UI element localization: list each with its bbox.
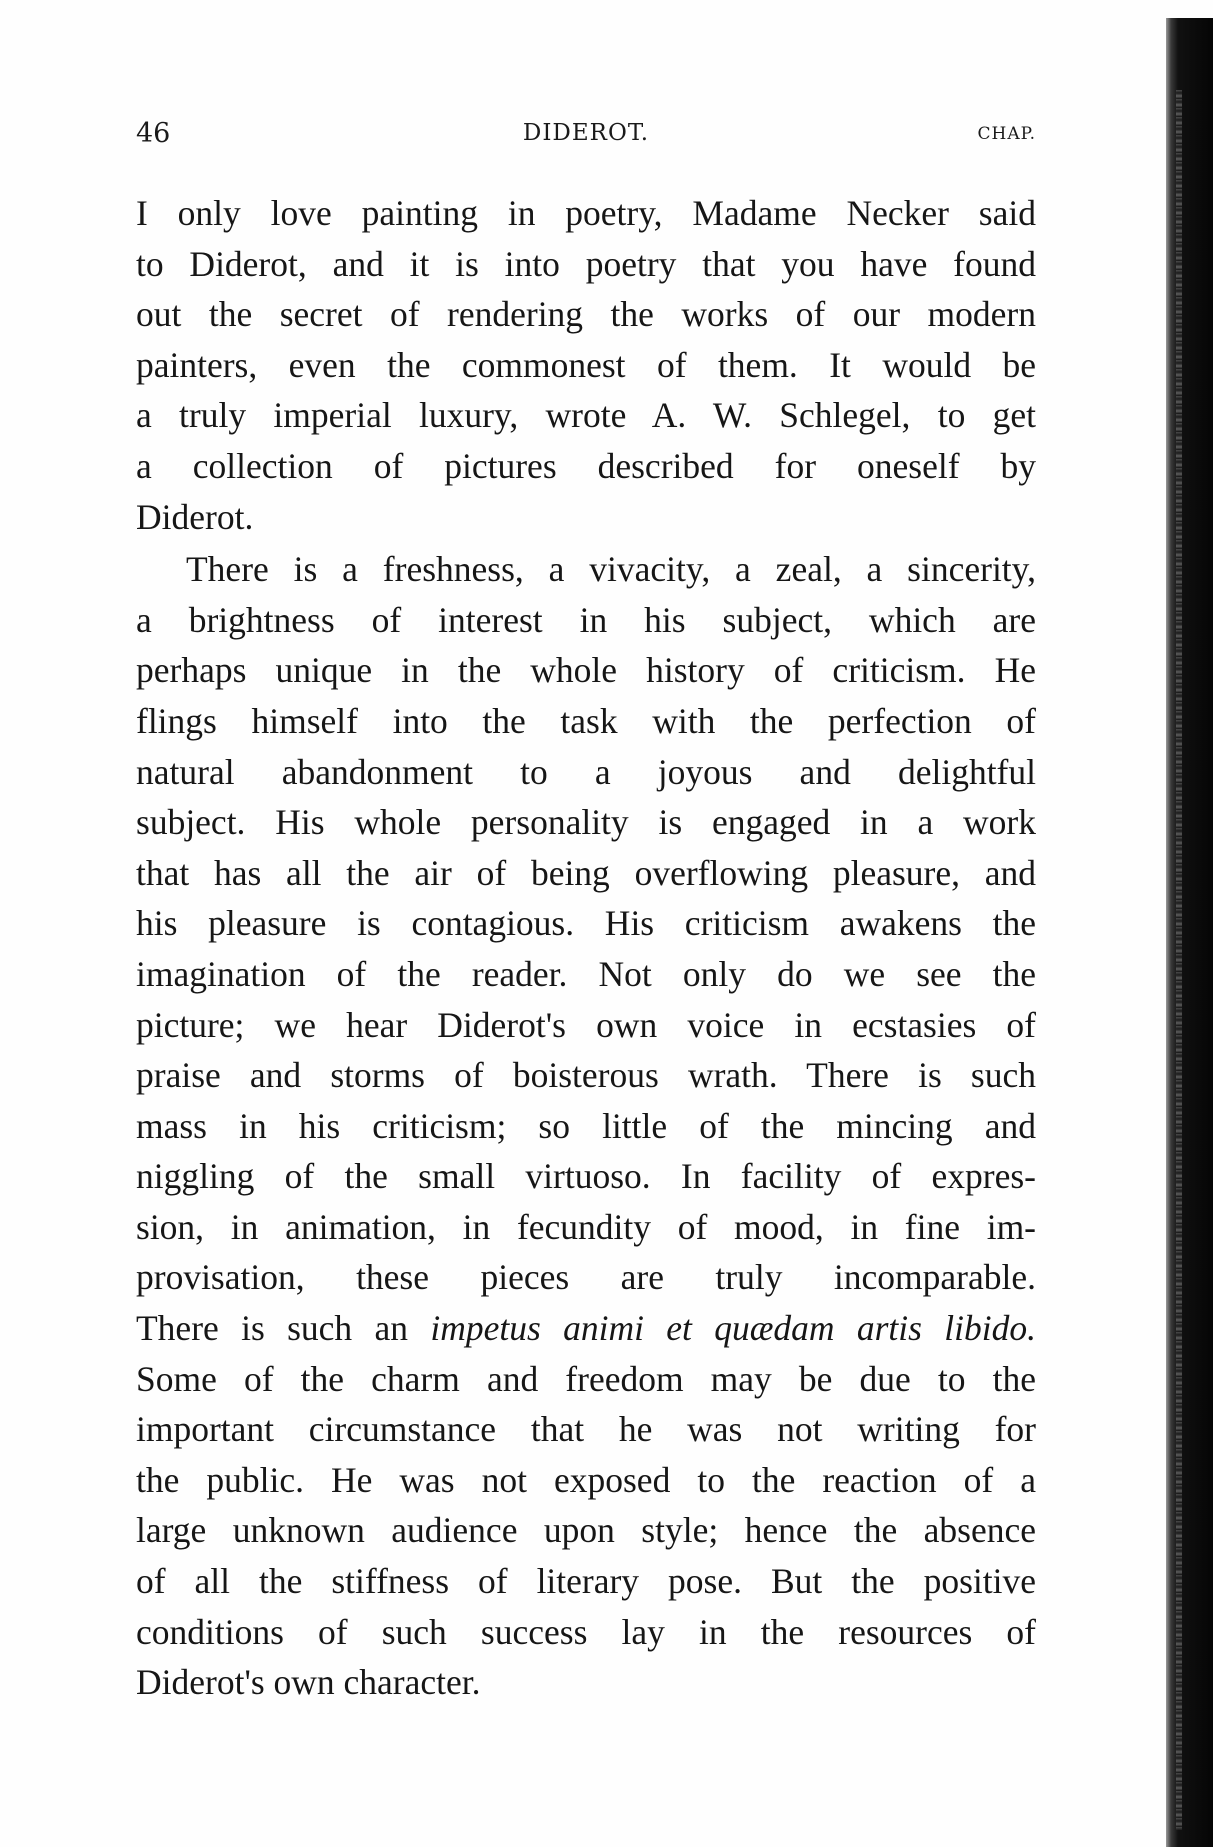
text-line: a truly imperial luxury, wrote A. W. Schlegel, to get — [136, 395, 1036, 436]
text-line: to Diderot, and it is into poetry that you have found — [136, 243, 1036, 284]
body-text — [136, 188, 1036, 1708]
text-line: the public. He was not exposed to the reaction of a — [136, 1459, 1036, 1500]
text-line: I only love painting in poetry, Madame Necker said — [136, 193, 1036, 233]
text-line: that has all the air of being overflowing pleasure, and — [136, 852, 1036, 893]
text-line: large unknown audience upon style; hence the absence — [136, 1510, 1036, 1551]
text-line: out the secret of rendering the works of our modern — [136, 294, 1036, 335]
quote-lead-in: There is such an — [136, 1308, 431, 1349]
text-line: picture; we hear Diderot's own voice in ecstasies of — [136, 1004, 1036, 1045]
text-line: conditions of such success lay in the resources of — [136, 1611, 1036, 1652]
page-number: 46 — [136, 118, 171, 149]
text-line: Some of the charm and freedom may be due to the — [136, 1358, 1036, 1399]
binding-texture — [1176, 90, 1182, 1830]
text-line: of all the stiffness of literary pose. But the positive — [136, 1561, 1036, 1602]
latin-quote: impetus animi et quædam artis libido. — [430, 1308, 1036, 1349]
text-line: niggling of the small virtuoso. In facility of expres- — [136, 1156, 1036, 1197]
chapter-abbreviation: CHAP. — [977, 124, 1036, 144]
text-line: painters, even the commonest of them. It would be — [136, 344, 1036, 385]
binding-edge — [1166, 18, 1213, 1847]
text-line-with-latin-quote — [136, 1303, 1036, 1354]
text-line: flings himself into the task with the perfection of — [136, 700, 1036, 741]
text-line: There is a freshness, a vivacity, a zeal, a sincerity, — [186, 549, 1036, 590]
running-title: DIDEROT. — [522, 120, 650, 146]
text-line: Diderot. — [136, 496, 254, 537]
text-line: a collection of pictures described for oneself by — [136, 445, 1036, 486]
text-line: provisation, these pieces are truly incomparable. — [136, 1257, 1036, 1298]
text-line: natural abandonment to a joyous and delightful — [136, 751, 1036, 792]
text-line: praise and storms of boisterous wrath. There is such — [136, 1055, 1036, 1096]
text-line: sion, in animation, in fecundity of mood, in fine im- — [136, 1206, 1036, 1247]
text-line: his pleasure is contagious. His criticism awakens the — [136, 903, 1036, 944]
page-header — [136, 118, 1036, 158]
text-line: subject. His whole personality is engaged in a work — [136, 802, 1036, 843]
text-line: imagination of the reader. Not only do we see the — [136, 953, 1036, 994]
text-line: mass in his criticism; so little of the mincing and — [136, 1105, 1036, 1146]
text-line: a brightness of interest in his subject, which are — [136, 599, 1036, 640]
text-line: Diderot's own character. — [136, 1662, 481, 1703]
text-line: perhaps unique in the whole history of criticism. He — [136, 650, 1036, 691]
text-line: important circumstance that he was not writing for — [136, 1409, 1036, 1450]
